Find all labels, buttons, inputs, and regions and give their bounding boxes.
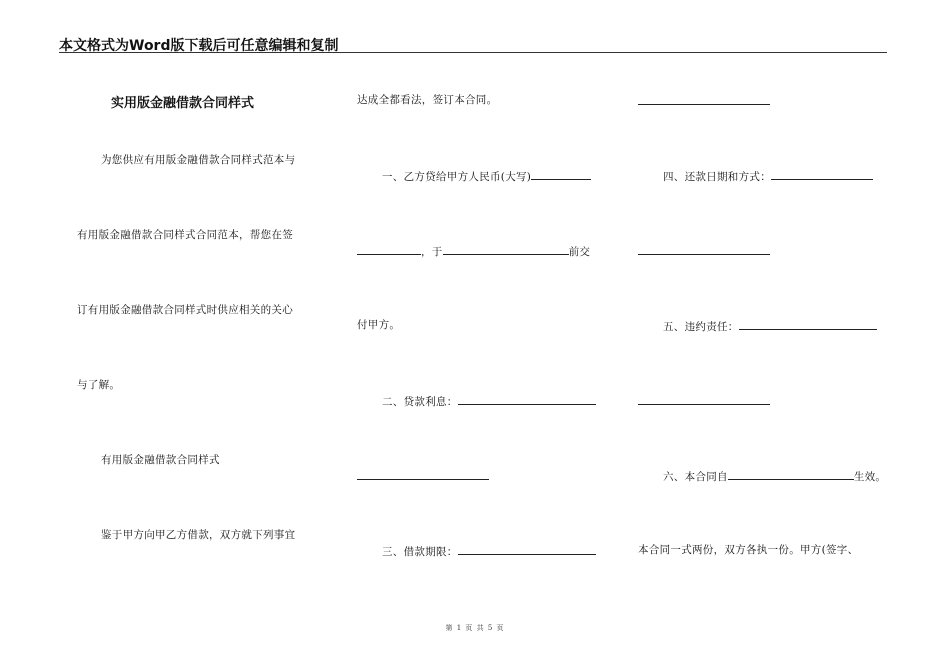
col2-paragraph-6-text: 三、借款期限： bbox=[382, 546, 458, 558]
col1-paragraph-6: 鉴于甲方向甲乙方借款，双方就下列事宜 bbox=[101, 529, 296, 541]
amount-blank bbox=[531, 168, 591, 180]
col3-paragraph-4: 本合同一式两份，双方各执一份。甲方(签字、 bbox=[638, 544, 859, 556]
col2-paragraph-5-text: 二、贷款利息： bbox=[382, 396, 458, 408]
col3-paragraph-1-text: 四、还款日期和方式： bbox=[663, 171, 771, 183]
repayment-blank bbox=[771, 168, 873, 180]
col2-paragraph-1: 达成全都看法，签订本合同。 bbox=[357, 94, 498, 106]
col3-paragraph-2 bbox=[663, 318, 877, 334]
col3-blank-line-2 bbox=[638, 243, 770, 259]
page-number: 第 1 页 共 5 页 bbox=[445, 624, 505, 632]
col1-paragraph-4: 与了解。 bbox=[77, 379, 121, 391]
col3-blank-line-1 bbox=[638, 93, 770, 109]
col2-paragraph-6 bbox=[382, 543, 596, 559]
col1-paragraph-1: 为您供应有用版金融借款合同样式范本与 bbox=[101, 154, 296, 166]
interest-blank bbox=[458, 393, 596, 405]
col1-paragraph-5: 有用版金融借款合同样式 bbox=[101, 454, 220, 466]
col2-paragraph-3-comma: ，于 bbox=[421, 246, 443, 258]
term-blank bbox=[458, 543, 596, 555]
col2-paragraph-2 bbox=[382, 168, 591, 184]
effective-date-blank bbox=[728, 468, 854, 480]
col3-paragraph-3-end: 生效。 bbox=[853, 471, 887, 483]
col3-blank-line-3 bbox=[638, 393, 770, 409]
date-blank bbox=[443, 243, 569, 255]
col1-paragraph-3: 订有用版金融借款合同样式时供应相关的关心 bbox=[77, 304, 293, 316]
col2-blank-line bbox=[357, 468, 489, 484]
col3-paragraph-2-text: 五、违约责任： bbox=[663, 321, 739, 333]
document-title: 实用版金融借款合同样式 bbox=[111, 96, 255, 111]
liability-blank bbox=[739, 318, 877, 330]
col1-paragraph-2: 有用版金融借款合同样式合同范本，帮您在签 bbox=[77, 229, 293, 241]
col3-paragraph-3-start: 六、本合同自 bbox=[663, 471, 728, 483]
blank-line-3 bbox=[638, 393, 770, 405]
col2-paragraph-3-end: 前交 bbox=[568, 246, 591, 258]
col3-paragraph-3 bbox=[663, 468, 886, 484]
col2-paragraph-3 bbox=[357, 243, 590, 259]
header-title: 本文格式为Word版下载后可任意编辑和复制 bbox=[59, 38, 339, 54]
col3-paragraph-1 bbox=[663, 168, 873, 184]
col2-paragraph-2-text: 一、乙方贷给甲方人民币(大写) bbox=[382, 171, 532, 183]
amount-blank-2 bbox=[357, 243, 421, 255]
interest-blank-2 bbox=[357, 468, 489, 480]
blank-line-2 bbox=[638, 243, 770, 255]
blank-line-1 bbox=[638, 93, 770, 105]
col2-paragraph-4: 付甲方。 bbox=[357, 319, 401, 331]
header-rule bbox=[59, 52, 887, 53]
col2-paragraph-5 bbox=[382, 393, 596, 409]
